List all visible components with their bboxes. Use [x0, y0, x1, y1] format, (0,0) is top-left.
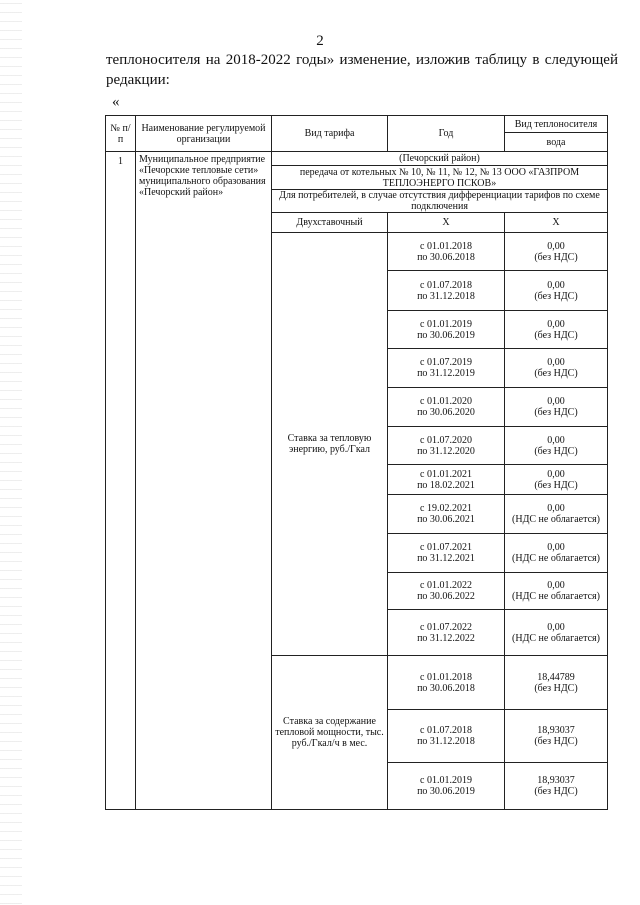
period-tariff	[505, 610, 608, 656]
tariff-value: 18,93037	[537, 775, 575, 786]
period-tariff	[505, 763, 608, 810]
header-water: вода	[505, 133, 608, 152]
period-from: с 01.01.2019	[420, 775, 472, 786]
district-row	[106, 152, 608, 166]
period-dates	[388, 388, 505, 427]
period-to: по 31.12.2018	[417, 290, 475, 302]
tariff-value: 0,00	[547, 279, 565, 291]
period-to: по 30.06.2019	[417, 329, 475, 341]
tariff-table	[105, 115, 608, 810]
period-from: с 19.02.2021	[420, 503, 472, 514]
period-tariff	[505, 710, 608, 763]
period-from: с 01.07.2022	[420, 621, 472, 633]
period-to: по 30.06.2019	[417, 786, 475, 797]
vat-note: (без НДС)	[534, 251, 578, 263]
intro-paragraph: теплоносителя на 2018-2022 годы» изменение, изложив таблицу в следующей редакции:	[106, 52, 618, 88]
period-to: по 30.06.2022	[417, 591, 475, 602]
period-tariff	[505, 388, 608, 427]
period-tariff	[505, 271, 608, 311]
period-to: по 31.12.2022	[417, 632, 475, 644]
consumers-label: Для потребителей, в случае отсутствия дифференциации тарифов по схеме подключения	[272, 190, 608, 213]
period-to: по 31.12.2018	[417, 736, 475, 747]
period-to: по 31.12.2019	[417, 368, 475, 379]
period-dates	[388, 349, 505, 388]
period-dates	[388, 465, 505, 495]
tariff-value: 0,00	[547, 468, 565, 480]
period-to: по 31.12.2021	[417, 553, 475, 564]
period-from: с 01.07.2021	[420, 542, 472, 553]
tariff-value: 0,00	[547, 503, 565, 514]
vat-note: (без НДС)	[534, 445, 578, 457]
organization-name: Муниципальное предприятие «Печорские тепловые сети» муниципального образования «Печорский район»	[136, 152, 272, 810]
period-from: с 01.07.2019	[420, 357, 472, 368]
period-to: по 18.02.2021	[417, 479, 475, 491]
tariff-value: 0,00	[547, 580, 565, 591]
vat-note: (без НДС)	[534, 736, 578, 747]
period-from: с 01.01.2018	[420, 240, 472, 252]
vat-note: (НДС не облагается)	[512, 514, 600, 525]
tariff-value: 0,00	[547, 396, 565, 407]
period-to: по 30.06.2020	[417, 407, 475, 418]
period-from: с 01.07.2020	[420, 434, 472, 446]
period-from: с 01.01.2021	[420, 468, 472, 480]
vat-note: (НДС не облагается)	[512, 553, 600, 564]
period-tariff	[505, 534, 608, 573]
two-rate-year: X	[388, 213, 505, 233]
tariff-value: 0,00	[547, 240, 565, 252]
period-dates	[388, 233, 505, 271]
period-to: по 30.06.2018	[417, 682, 475, 694]
two-rate-value: X	[505, 213, 608, 233]
opening-quote: «	[112, 94, 120, 110]
tariff-value: 0,00	[547, 434, 565, 446]
capacity-rate-label: Ставка за содержание тепловой мощности, тыс. руб./Гкал/ч в мес.	[272, 656, 388, 810]
header-year: Год	[388, 116, 505, 152]
vat-note: (без НДС)	[534, 368, 578, 379]
supply-label: передача от котельных № 10, № 11, № 12, № 13 ООО «ГАЗПРОМ ТЕПЛОЭНЕРГО ПСКОВ»	[272, 166, 608, 190]
period-dates	[388, 610, 505, 656]
vat-note: (НДС не облагается)	[512, 591, 600, 602]
period-to: по 30.06.2018	[417, 251, 475, 263]
period-tariff	[505, 465, 608, 495]
tariff-value: 18,93037	[537, 725, 575, 736]
period-tariff	[505, 656, 608, 710]
period-tariff	[505, 573, 608, 610]
period-from: с 01.07.2018	[420, 279, 472, 291]
period-dates	[388, 573, 505, 610]
tariff-value: 0,00	[547, 357, 565, 368]
tariff-value: 18,44789	[537, 671, 575, 683]
period-to: по 30.06.2021	[417, 514, 475, 525]
period-dates	[388, 534, 505, 573]
period-from: с 01.01.2022	[420, 580, 472, 591]
scan-edge-artifact	[0, 0, 22, 905]
period-dates	[388, 427, 505, 465]
period-dates	[388, 710, 505, 763]
vat-note: (НДС не облагается)	[512, 632, 600, 644]
period-dates	[388, 311, 505, 349]
period-dates	[388, 763, 505, 810]
period-tariff	[505, 349, 608, 388]
header-tariff-type: Вид тарифа	[272, 116, 388, 152]
vat-note: (без НДС)	[534, 329, 578, 341]
period-from: с 01.01.2020	[420, 396, 472, 407]
header-row	[106, 116, 608, 133]
period-to: по 31.12.2020	[417, 445, 475, 457]
period-dates	[388, 495, 505, 534]
vat-note: (без НДС)	[534, 682, 578, 694]
period-dates	[388, 656, 505, 710]
energy-rate-label: Ставка за тепловую энергию, руб./Гкал	[272, 233, 388, 656]
tariff-value: 0,00	[547, 542, 565, 553]
period-from: с 01.07.2018	[420, 725, 472, 736]
two-rate-label: Двухставочный	[272, 213, 388, 233]
period-dates	[388, 271, 505, 311]
vat-note: (без НДС)	[534, 290, 578, 302]
vat-note: (без НДС)	[534, 479, 578, 491]
period-from: с 01.01.2019	[420, 318, 472, 330]
period-from: с 01.01.2018	[420, 671, 472, 683]
tariff-value: 0,00	[547, 318, 565, 330]
period-tariff	[505, 427, 608, 465]
row-number: 1	[106, 152, 136, 810]
header-org: Наименование регулируемой организации	[136, 116, 272, 152]
tariff-value: 0,00	[547, 621, 565, 633]
period-tariff	[505, 311, 608, 349]
vat-note: (без НДС)	[534, 786, 578, 797]
period-tariff	[505, 233, 608, 271]
header-num: № п/п	[106, 116, 136, 152]
page-number: 2	[316, 33, 324, 49]
header-carrier: Вид теплоносителя	[505, 116, 608, 133]
vat-note: (без НДС)	[534, 407, 578, 418]
district-label: (Печорский район)	[272, 152, 608, 166]
period-tariff	[505, 495, 608, 534]
